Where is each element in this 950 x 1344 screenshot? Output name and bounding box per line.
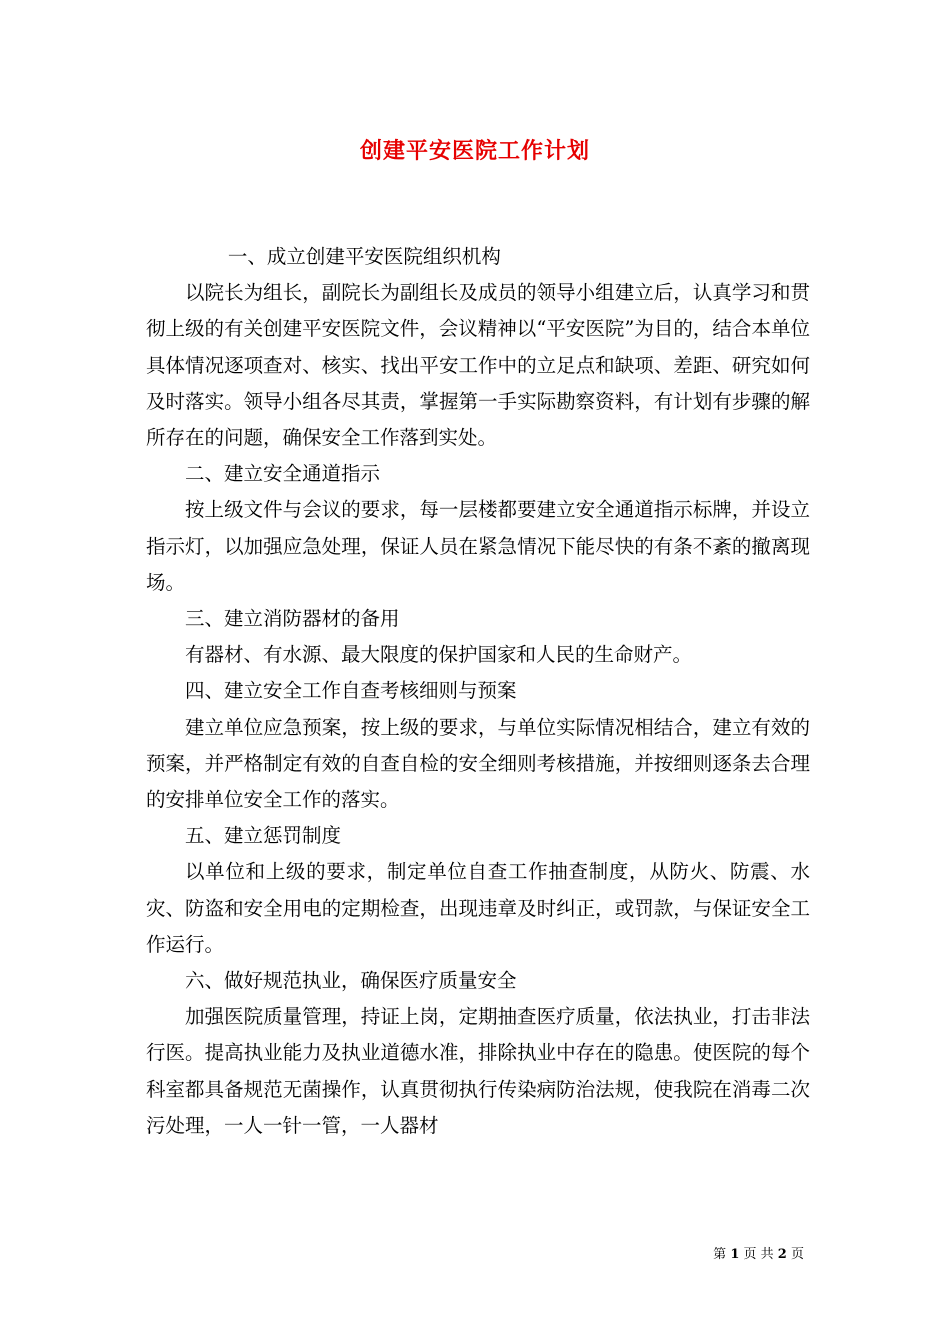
footer-middle: 页 共 xyxy=(743,1247,774,1262)
page-footer xyxy=(713,1246,804,1264)
section-paragraph-6: 加强医院质量管理，持证上岗，定期抽查医疗质量，依法执业，打击非法行医。提高执业能力及执业道德水准，排除执业中存在的隐患。使医院的每个科室都具备规范无菌操作，认真贯彻执行传染病防治法规，使我院在消毒二次污处理，一人一针一管，一人器材 xyxy=(146,1005,810,1137)
section-heading-3: 三、建立消防器材的备用 xyxy=(185,607,400,631)
document-title: 创建平安医院工作计划 xyxy=(359,138,590,164)
section-paragraph-1: 以院长为组长，副院长为副组长及成员的领导小组建立后，认真学习和贯彻上级的有关创建平安医院文件，会议精神以“平安医院”为目的，结合本单位具体情况逐项查对、核实、找出平安工作中的立足点和缺项、差距、研究如何及时落实。领导小组各尽其责，掌握第一手实际勘察资料，有计划有步骤的解所存在的问题，确保安全工作落到实处。 xyxy=(146,281,810,450)
section-paragraph-4: 建立单位应急预案，按上级的要求，与单位实际情况相结合，建立有效的预案，并严格制定有效的自查自检的安全细则考核措施，并按细则逐条去合理的安排单位安全工作的落实。 xyxy=(146,715,810,812)
section-heading-6: 六、做好规范执业，确保医疗质量安全 xyxy=(185,969,517,993)
footer-suffix: 页 xyxy=(790,1247,804,1262)
document-body xyxy=(146,239,810,1144)
footer-current-page: 1 xyxy=(730,1247,740,1262)
section-heading-5: 五、建立惩罚制度 xyxy=(185,824,342,848)
footer-total-pages: 2 xyxy=(777,1247,787,1262)
section-paragraph-5: 以单位和上级的要求，制定单位自查工作抽查制度，从防火、防震、水灾、防盗和安全用电的定期检查，出现违章及时纠正，或罚款，与保证安全工作运行。 xyxy=(146,860,810,956)
section-heading-1: 一、成立创建平安医院组织机构 xyxy=(227,245,501,268)
section-heading-4: 四、建立安全工作自查考核细则与预案 xyxy=(185,679,517,703)
section-paragraph-3: 有器材、有水源、最大限度的保护国家和人民的生命财产。 xyxy=(185,643,693,667)
section-paragraph-2: 按上级文件与会议的要求，每一层楼都要建立安全通道指示标牌，并设立指示灯，以加强应急处理，保证人员在紧急情况下能尽快的有条不紊的撤离现场。 xyxy=(146,498,810,594)
section-heading-2: 二、建立安全通道指示 xyxy=(185,462,381,486)
footer-prefix: 第 xyxy=(713,1247,727,1262)
